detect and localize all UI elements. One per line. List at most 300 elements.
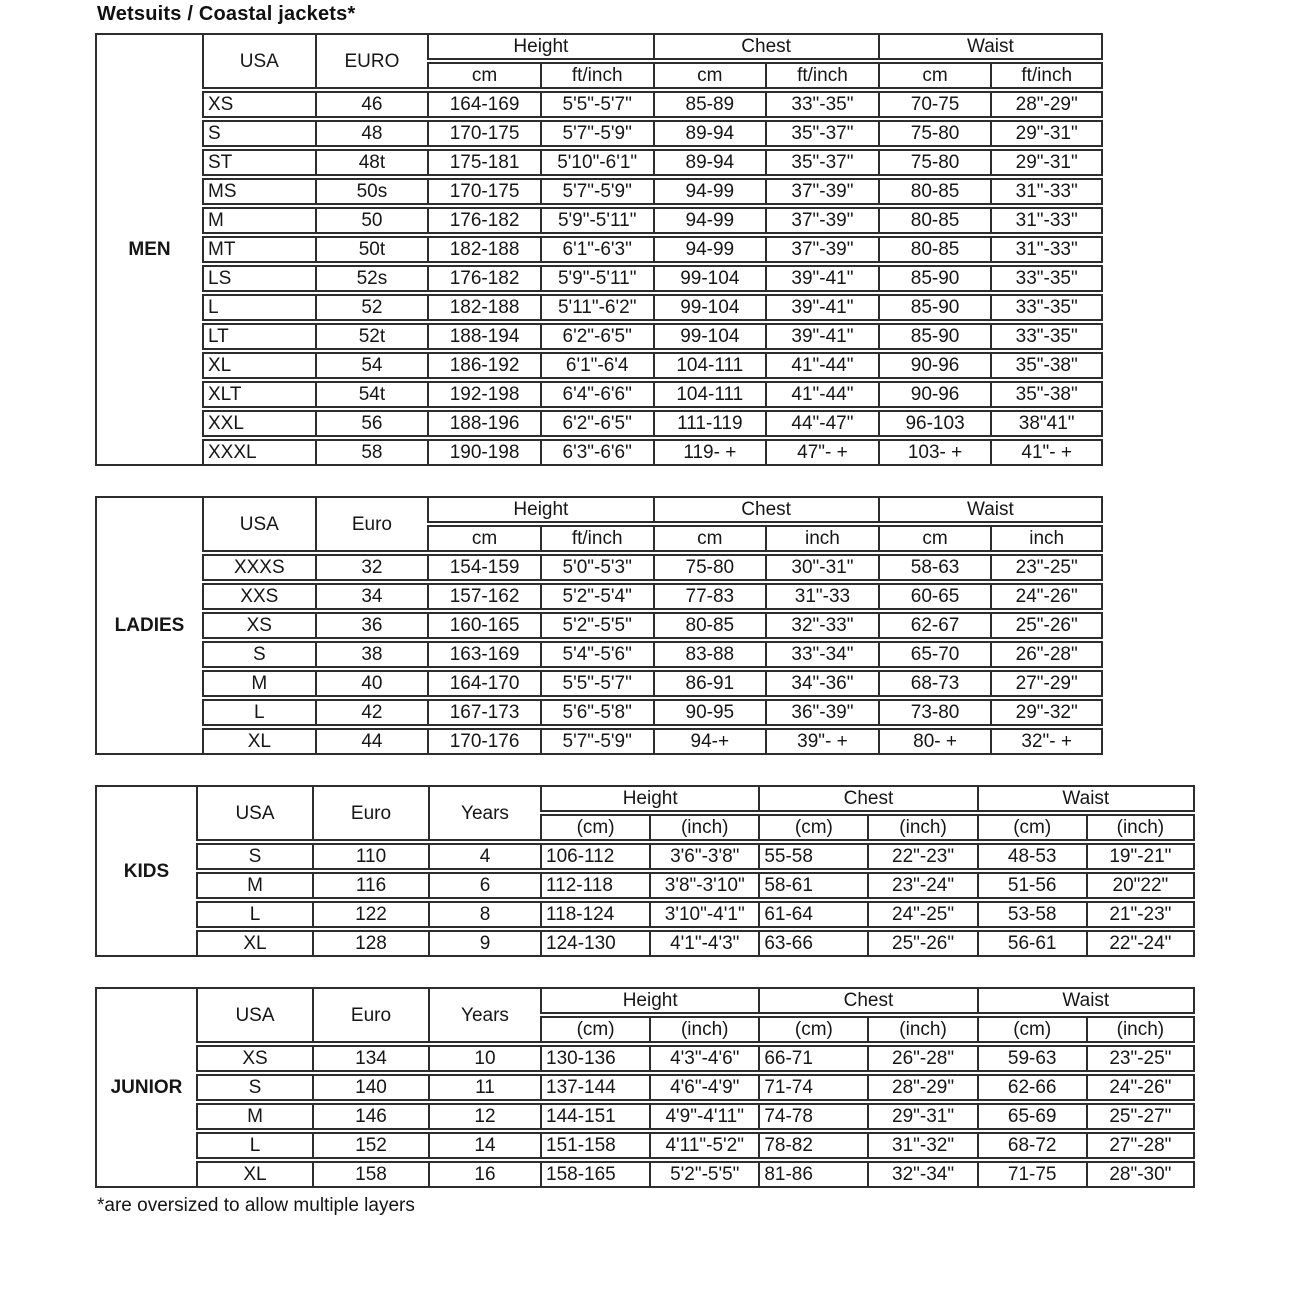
size-cell: 6'4"-6'6" xyxy=(540,381,653,408)
table-row xyxy=(95,1132,1195,1159)
size-cell: 11 xyxy=(428,1074,540,1101)
size-cell: 5'2"-5'4" xyxy=(540,583,653,610)
size-cell: 56-61 xyxy=(977,930,1086,957)
size-cell: 170-175 xyxy=(427,178,540,205)
size-cell: 20"22" xyxy=(1086,872,1195,899)
size-cell: 32"-33" xyxy=(765,612,878,639)
size-cell: 128 xyxy=(312,930,428,957)
size-cell: 23"-25" xyxy=(990,554,1103,581)
size-cell: XS xyxy=(196,1045,312,1072)
size-cell: 158 xyxy=(312,1161,428,1188)
size-cell: 5'9"-5'11" xyxy=(540,207,653,234)
size-cell: 154-159 xyxy=(427,554,540,581)
size-cell: 186-192 xyxy=(427,352,540,379)
size-cell: 4'9"-4'11" xyxy=(649,1103,758,1130)
size-cell: 31"-33 xyxy=(765,583,878,610)
size-cell: 29"-31" xyxy=(867,1103,976,1130)
size-cell: 34"-36" xyxy=(765,670,878,697)
table-row xyxy=(95,583,1103,610)
table-row xyxy=(95,930,1195,957)
group-header: Height xyxy=(540,785,758,812)
size-cell: 68-72 xyxy=(977,1132,1086,1159)
size-cell: L xyxy=(202,294,315,321)
group-header: Height xyxy=(427,496,652,523)
size-cell: 36"-39" xyxy=(765,699,878,726)
size-cell: 124-130 xyxy=(540,930,649,957)
column-header: USA xyxy=(196,987,312,1043)
unit-header: cm xyxy=(427,62,540,89)
size-cell: 6 xyxy=(428,872,540,899)
size-cell: 24"-26" xyxy=(990,583,1103,610)
size-cell: 32"-34" xyxy=(867,1161,976,1188)
category-label: LADIES xyxy=(95,496,202,755)
size-cell: 53-58 xyxy=(977,901,1086,928)
size-cell: 55-58 xyxy=(758,843,867,870)
unit-header: cm xyxy=(878,62,991,89)
size-cell: L xyxy=(196,901,312,928)
size-cell: 65-69 xyxy=(977,1103,1086,1130)
size-cell: 6'1"-6'3" xyxy=(540,236,653,263)
size-cell: 5'7"-5'9" xyxy=(540,728,653,755)
size-cell: 14 xyxy=(428,1132,540,1159)
size-cell: 28"-30" xyxy=(1086,1161,1195,1188)
size-cell: 39"-41" xyxy=(765,294,878,321)
size-cell: 50s xyxy=(315,178,428,205)
size-cell: 5'2"-5'5" xyxy=(540,612,653,639)
size-cell: 140 xyxy=(312,1074,428,1101)
table-row xyxy=(95,236,1103,263)
size-cell: 24"-25" xyxy=(867,901,976,928)
size-cell: 5'4"-5'6" xyxy=(540,641,653,668)
size-cell: 28"-29" xyxy=(990,91,1103,118)
size-cell: 130-136 xyxy=(540,1045,649,1072)
size-cell: 39"-41" xyxy=(765,265,878,292)
size-cell: 73-80 xyxy=(878,699,991,726)
size-cell: 152 xyxy=(312,1132,428,1159)
size-cell: L xyxy=(202,699,315,726)
size-cell: M xyxy=(196,872,312,899)
size-cell: 104-111 xyxy=(653,381,766,408)
size-cell: 31"-33" xyxy=(990,236,1103,263)
unit-header: inch xyxy=(765,525,878,552)
unit-header: cm xyxy=(653,525,766,552)
size-cell: XL xyxy=(196,1161,312,1188)
unit-header: (cm) xyxy=(758,1016,867,1043)
footnote: *are oversized to allow multiple layers xyxy=(97,1195,415,1216)
unit-header: (inch) xyxy=(1086,814,1195,841)
table-row xyxy=(95,352,1103,379)
unit-header: (cm) xyxy=(758,814,867,841)
size-cell: 90-95 xyxy=(653,699,766,726)
size-cell: 110 xyxy=(312,843,428,870)
unit-header: (cm) xyxy=(977,814,1086,841)
column-header: USA xyxy=(202,496,315,552)
size-cell: 32 xyxy=(315,554,428,581)
size-cell: 63-66 xyxy=(758,930,867,957)
group-header: Height xyxy=(427,33,652,60)
size-cell: 26"-28" xyxy=(990,641,1103,668)
unit-header: (inch) xyxy=(867,814,976,841)
unit-header: (inch) xyxy=(649,1016,758,1043)
table-row xyxy=(95,901,1195,928)
size-cell: 5'7"-5'9" xyxy=(540,178,653,205)
size-cell: 5'5"-5'7" xyxy=(540,91,653,118)
size-cell: 48-53 xyxy=(977,843,1086,870)
size-cell: 89-94 xyxy=(653,149,766,176)
size-cell: 146 xyxy=(312,1103,428,1130)
size-cell: 29"-32" xyxy=(990,699,1103,726)
size-cell: 59-63 xyxy=(977,1045,1086,1072)
column-header: Euro xyxy=(315,496,428,552)
size-cell: 37"-39" xyxy=(765,207,878,234)
page-title: Wetsuits / Coastal jackets* xyxy=(97,3,356,25)
unit-header: cm xyxy=(878,525,991,552)
size-cell: XS xyxy=(202,91,315,118)
size-cell: 103- + xyxy=(878,439,991,466)
size-cell: 182-188 xyxy=(427,236,540,263)
size-cell: 89-94 xyxy=(653,120,766,147)
table-row xyxy=(95,554,1103,581)
size-cell: 32"- + xyxy=(990,728,1103,755)
size-cell: 56 xyxy=(315,410,428,437)
size-cell: 39"-41" xyxy=(765,323,878,350)
size-cell: 35"-38" xyxy=(990,381,1103,408)
size-cell: 4'3"-4'6" xyxy=(649,1045,758,1072)
size-cell: 176-182 xyxy=(427,207,540,234)
size-cell: XLT xyxy=(202,381,315,408)
unit-header: (cm) xyxy=(977,1016,1086,1043)
size-cell: 5'7"-5'9" xyxy=(540,120,653,147)
size-cell: L xyxy=(196,1132,312,1159)
size-cell: 16 xyxy=(428,1161,540,1188)
size-cell: 4'1"-4'3" xyxy=(649,930,758,957)
size-cell: 31"-33" xyxy=(990,178,1103,205)
table-row xyxy=(95,612,1103,639)
size-cell: 80-85 xyxy=(878,236,991,263)
table-row xyxy=(95,207,1103,234)
size-cell: S xyxy=(202,120,315,147)
column-header: EURO xyxy=(315,33,428,89)
size-cell: 36 xyxy=(315,612,428,639)
size-cell: 21"-23" xyxy=(1086,901,1195,928)
unit-header: ft/inch xyxy=(765,62,878,89)
size-table-ladies xyxy=(95,494,1103,757)
unit-header: ft/inch xyxy=(540,62,653,89)
table-row xyxy=(95,728,1103,755)
size-cell: 4'11"-5'2" xyxy=(649,1132,758,1159)
table-row xyxy=(95,381,1103,408)
table-row xyxy=(95,670,1103,697)
size-cell: 41"-44" xyxy=(765,381,878,408)
size-cell: 170-176 xyxy=(427,728,540,755)
category-label: JUNIOR xyxy=(95,987,196,1188)
size-cell: 188-194 xyxy=(427,323,540,350)
size-cell: 157-162 xyxy=(427,583,540,610)
size-cell: 86-91 xyxy=(653,670,766,697)
size-cell: 25"-26" xyxy=(990,612,1103,639)
group-header: Height xyxy=(540,987,758,1014)
size-cell: 9 xyxy=(428,930,540,957)
size-cell: 35"-38" xyxy=(990,352,1103,379)
size-cell: 33"-35" xyxy=(765,91,878,118)
size-cell: 5'10"-6'1" xyxy=(540,149,653,176)
size-cell: 27"-28" xyxy=(1086,1132,1195,1159)
size-cell: 42 xyxy=(315,699,428,726)
size-cell: XL xyxy=(202,352,315,379)
table-row xyxy=(95,641,1103,668)
size-cell: 28"-29" xyxy=(867,1074,976,1101)
table-row xyxy=(95,91,1103,118)
size-cell: 71-75 xyxy=(977,1161,1086,1188)
size-cell: XL xyxy=(202,728,315,755)
size-cell: 26"-28" xyxy=(867,1045,976,1072)
size-cell: 99-104 xyxy=(653,323,766,350)
table-row xyxy=(95,843,1195,870)
size-cell: 33"-35" xyxy=(990,323,1103,350)
table-row xyxy=(95,178,1103,205)
size-cell: 151-158 xyxy=(540,1132,649,1159)
size-cell: 66-71 xyxy=(758,1045,867,1072)
table-row xyxy=(95,872,1195,899)
size-cell: 10 xyxy=(428,1045,540,1072)
size-cell: 52s xyxy=(315,265,428,292)
size-cell: 96-103 xyxy=(878,410,991,437)
unit-header: (inch) xyxy=(649,814,758,841)
size-cell: 54t xyxy=(315,381,428,408)
size-cell: 33"-34" xyxy=(765,641,878,668)
size-cell: 54 xyxy=(315,352,428,379)
size-cell: 5'2"-5'5" xyxy=(649,1161,758,1188)
table-row xyxy=(95,120,1103,147)
size-cell: 116 xyxy=(312,872,428,899)
table-row xyxy=(95,1103,1195,1130)
size-cell: 160-165 xyxy=(427,612,540,639)
table-row xyxy=(95,1074,1195,1101)
table-row xyxy=(95,265,1103,292)
unit-header: (inch) xyxy=(867,1016,976,1043)
size-cell: M xyxy=(202,207,315,234)
size-cell: 6'2"-6'5" xyxy=(540,323,653,350)
size-cell: 122 xyxy=(312,901,428,928)
column-header: Euro xyxy=(312,785,428,841)
category-label: KIDS xyxy=(95,785,196,957)
size-cell: 104-111 xyxy=(653,352,766,379)
size-cell: 47"- + xyxy=(765,439,878,466)
size-cell: 30"-31" xyxy=(765,554,878,581)
size-table-junior xyxy=(95,985,1195,1190)
size-cell: 144-151 xyxy=(540,1103,649,1130)
size-cell: 190-198 xyxy=(427,439,540,466)
size-cell: 38 xyxy=(315,641,428,668)
size-cell: 74-78 xyxy=(758,1103,867,1130)
size-cell: 23"-25" xyxy=(1086,1045,1195,1072)
size-cell: 182-188 xyxy=(427,294,540,321)
size-cell: 58 xyxy=(315,439,428,466)
size-cell: 24"-26" xyxy=(1086,1074,1195,1101)
group-header: Waist xyxy=(977,987,1195,1014)
size-cell: 112-118 xyxy=(540,872,649,899)
size-cell: 29"-31" xyxy=(990,149,1103,176)
size-cell: 85-89 xyxy=(653,91,766,118)
size-cell: XXXL xyxy=(202,439,315,466)
size-cell: 5'0"-5'3" xyxy=(540,554,653,581)
size-cell: 38"41" xyxy=(990,410,1103,437)
size-cell: 58-63 xyxy=(878,554,991,581)
size-cell: 94-99 xyxy=(653,178,766,205)
size-cell: 25"-27" xyxy=(1086,1103,1195,1130)
size-cell: 8 xyxy=(428,901,540,928)
size-cell: 27"-29" xyxy=(990,670,1103,697)
size-cell: 81-86 xyxy=(758,1161,867,1188)
size-cell: 44 xyxy=(315,728,428,755)
size-cell: 94-+ xyxy=(653,728,766,755)
size-cell: 48t xyxy=(315,149,428,176)
size-cell: MT xyxy=(202,236,315,263)
table-row xyxy=(95,1045,1195,1072)
size-cell: 192-198 xyxy=(427,381,540,408)
size-cell: 70-75 xyxy=(878,91,991,118)
size-cell: 163-169 xyxy=(427,641,540,668)
unit-header: ft/inch xyxy=(990,62,1103,89)
size-cell: 39"- + xyxy=(765,728,878,755)
size-cell: 35"-37" xyxy=(765,120,878,147)
size-cell: 75-80 xyxy=(653,554,766,581)
unit-header: (cm) xyxy=(540,814,649,841)
size-cell: 5'11"-6'2" xyxy=(540,294,653,321)
size-cell: 75-80 xyxy=(878,120,991,147)
size-cell: 94-99 xyxy=(653,236,766,263)
table-row xyxy=(95,699,1103,726)
size-cell: 106-112 xyxy=(540,843,649,870)
size-cell: 170-175 xyxy=(427,120,540,147)
size-cell: M xyxy=(202,670,315,697)
size-cell: LS xyxy=(202,265,315,292)
size-cell: 6'2"-6'5" xyxy=(540,410,653,437)
size-cell: 176-182 xyxy=(427,265,540,292)
size-cell: 134 xyxy=(312,1045,428,1072)
size-cell: 90-96 xyxy=(878,352,991,379)
size-table-men xyxy=(95,31,1103,468)
table-row xyxy=(95,149,1103,176)
size-cell: XXL xyxy=(202,410,315,437)
group-header: Chest xyxy=(758,785,976,812)
size-cell: XXS xyxy=(202,583,315,610)
size-cell: 80- + xyxy=(878,728,991,755)
size-cell: 19"-21" xyxy=(1086,843,1195,870)
table-row xyxy=(95,294,1103,321)
size-cell: 85-90 xyxy=(878,265,991,292)
group-header: Waist xyxy=(878,496,1103,523)
size-cell: 137-144 xyxy=(540,1074,649,1101)
unit-header: cm xyxy=(427,525,540,552)
size-cell: 99-104 xyxy=(653,294,766,321)
size-cell: 22"-23" xyxy=(867,843,976,870)
size-table-kids xyxy=(95,783,1195,959)
size-cell: 50t xyxy=(315,236,428,263)
size-cell: 12 xyxy=(428,1103,540,1130)
size-cell: 65-70 xyxy=(878,641,991,668)
size-cell: 78-82 xyxy=(758,1132,867,1159)
size-cell: MS xyxy=(202,178,315,205)
size-cell: 22"-24" xyxy=(1086,930,1195,957)
size-cell: 68-73 xyxy=(878,670,991,697)
size-cell: 158-165 xyxy=(540,1161,649,1188)
group-header: Waist xyxy=(878,33,1103,60)
size-cell: 31"-33" xyxy=(990,207,1103,234)
size-cell: S xyxy=(196,843,312,870)
size-cell: 6'1"-6'4 xyxy=(540,352,653,379)
size-cell: 111-119 xyxy=(653,410,766,437)
size-cell: 119- + xyxy=(653,439,766,466)
size-cell: 33"-35" xyxy=(990,265,1103,292)
table-row xyxy=(95,323,1103,350)
size-cell: 34 xyxy=(315,583,428,610)
size-cell: 25"-26" xyxy=(867,930,976,957)
size-cell: 5'6"-5'8" xyxy=(540,699,653,726)
size-cell: 62-66 xyxy=(977,1074,1086,1101)
size-cell: S xyxy=(196,1074,312,1101)
size-cell: 33"-35" xyxy=(990,294,1103,321)
column-header: USA xyxy=(202,33,315,89)
size-cell: 167-173 xyxy=(427,699,540,726)
size-cell: 41"- + xyxy=(990,439,1103,466)
size-cell: 4'6"-4'9" xyxy=(649,1074,758,1101)
size-cell: 3'8"-3'10" xyxy=(649,872,758,899)
size-cell: 23"-24" xyxy=(867,872,976,899)
size-cell: 48 xyxy=(315,120,428,147)
size-cell: 80-85 xyxy=(878,178,991,205)
column-header: Years xyxy=(428,987,540,1043)
size-cell: XXXS xyxy=(202,554,315,581)
size-cell: 94-99 xyxy=(653,207,766,234)
size-cell: 37"-39" xyxy=(765,236,878,263)
size-cell: ST xyxy=(202,149,315,176)
size-cell: S xyxy=(202,641,315,668)
size-cell: 175-181 xyxy=(427,149,540,176)
size-cell: LT xyxy=(202,323,315,350)
size-cell: 164-170 xyxy=(427,670,540,697)
size-cell: 50 xyxy=(315,207,428,234)
size-cell: 80-85 xyxy=(653,612,766,639)
size-cell: M xyxy=(196,1103,312,1130)
size-cell: 5'9"-5'11" xyxy=(540,265,653,292)
size-cell: 35"-37" xyxy=(765,149,878,176)
size-cell: 40 xyxy=(315,670,428,697)
size-cell: 85-90 xyxy=(878,323,991,350)
unit-header: cm xyxy=(653,62,766,89)
unit-header: (inch) xyxy=(1086,1016,1195,1043)
size-cell: 85-90 xyxy=(878,294,991,321)
size-cell: 5'5"-5'7" xyxy=(540,670,653,697)
group-header: Chest xyxy=(653,496,878,523)
unit-header: (cm) xyxy=(540,1016,649,1043)
group-header: Chest xyxy=(653,33,878,60)
size-cell: 61-64 xyxy=(758,901,867,928)
size-cell: 31"-32" xyxy=(867,1132,976,1159)
column-header: USA xyxy=(196,785,312,841)
size-cell: 6'3"-6'6" xyxy=(540,439,653,466)
size-cell: 41"-44" xyxy=(765,352,878,379)
size-cell: 75-80 xyxy=(878,149,991,176)
column-header: Euro xyxy=(312,987,428,1043)
table-row xyxy=(95,1161,1195,1188)
size-cell: 164-169 xyxy=(427,91,540,118)
table-row xyxy=(95,410,1103,437)
column-header: Years xyxy=(428,785,540,841)
size-cell: 52t xyxy=(315,323,428,350)
size-cell: 46 xyxy=(315,91,428,118)
size-cell: 90-96 xyxy=(878,381,991,408)
